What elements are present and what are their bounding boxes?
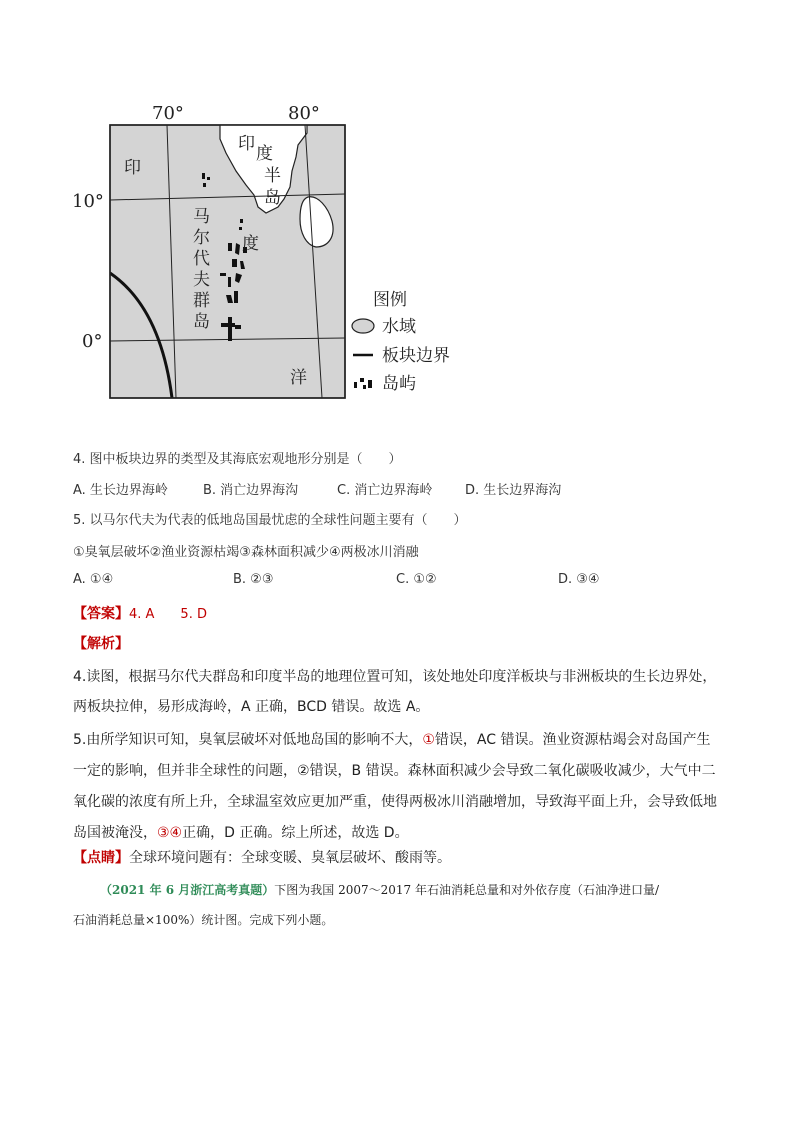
q4-option-c: C. 消亡边界海岭 [337,483,433,498]
legend-title: 图例 [373,290,407,310]
svg-text:夫: 夫 [193,270,210,290]
q5-option-a: A. ①④ [73,572,114,587]
lon-label-70: 70° [152,103,184,124]
tectonic-map [60,95,490,410]
tip-text: 全球环境问题有：全球变暖、臭氧层破坏、酸雨等。 [129,850,451,866]
ocean-area [110,125,345,398]
analysis-5-line-3: 氧化碳的浓度有所上升，全球温室效应更加严重，使得两极冰川消融增加，导致海平面上升，会导致低地 [73,794,717,810]
answer-text: 4. A 5. D [129,607,207,622]
circled-1-mark: ① [422,732,435,748]
next-text-1: 下图为我国 2007～2017 年石油消耗总量和对外依存度（石油净进口量/ [274,883,660,897]
lat-label-0: 0° [82,331,103,352]
ocean-label-yin: 印 [124,158,141,178]
ocean-label-yang: 洋 [290,368,307,388]
q5-option-b: B. ②③ [233,572,274,587]
lon-label-80: 80° [288,103,320,124]
svg-text:代: 代 [193,249,210,269]
analysis-label: 【解析】 [73,636,129,652]
svg-text:群: 群 [193,291,210,311]
q4-option-d: D. 生长边界海沟 [465,483,562,498]
svg-text:马: 马 [193,207,210,227]
q4-option-a: A. 生长边界海岭 [73,483,168,498]
q5-items: ①臭氧层破坏②渔业资源枯竭③森林面积减少④两极冰川消融 [73,545,419,560]
peninsula-char-2: 度 [256,144,273,164]
ocean-label-du: 度 [242,234,259,254]
analysis-5-line-2: 一定的影响，但并非全球性的问题，②错误，B 错误。森林面积减少会导致二氧化碳吸收减少，大气中二 [73,763,716,779]
tip-line [73,847,451,867]
next-intro-line-1 [100,881,659,898]
q5-option-d: D. ③④ [558,572,600,587]
next-intro-line-2: 石油消耗总量×100%）统计图。完成下列小题。 [73,913,334,927]
peninsula-char-1: 印 [238,134,255,154]
next-source: （2021 年 6 月浙江高考真题） [100,883,275,897]
lat-label-10: 10° [72,191,104,212]
water-swatch [352,319,374,333]
legend-boundary: 板块边界 [382,346,450,366]
analysis-5-line-4: 岛国被淹没，③④正确，D 正确。综上所述，故选 D。 [73,825,409,841]
legend-island: 岛屿 [382,374,416,394]
peninsula-char-4: 岛 [264,188,281,208]
q4-stem: 4. 图中板块边界的类型及其海底宏观地形分别是（ ） [73,452,402,467]
analysis-4-line-1: 4.读图，根据马尔代夫群岛和印度半岛的地理位置可知，该处地处印度洋板块与非洲板块的生长边界处， [73,669,717,685]
analysis-4-line-2: 两板块拉伸，易形成海岭，A 正确，BCD 错误。故选 A。 [73,699,430,715]
svg-text:尔: 尔 [193,228,210,248]
maldives-label [193,207,210,332]
tip-label: 【点睛】 [73,850,129,866]
q5-stem: 5. 以马尔代夫为代表的低地岛国最忧虑的全球性问题主要有（ ） [73,513,467,528]
answer-line [73,603,207,623]
legend [352,290,450,394]
island-swatch [354,378,372,389]
answer-label: 【答案】 [73,606,129,622]
circled-34-mark: ③④ [157,825,183,841]
peninsula-char-3: 半 [264,166,281,186]
q5-option-c: C. ①② [396,572,437,587]
q4-option-b: B. 消亡边界海沟 [203,483,299,498]
analysis-5-line-1: 5.由所学知识可知，臭氧层破坏对低地岛国的影响不大，①错误，AC 错误。渔业资源枯竭会对岛国产生 [73,732,711,748]
svg-text:岛: 岛 [193,312,210,332]
legend-water: 水域 [382,317,416,337]
